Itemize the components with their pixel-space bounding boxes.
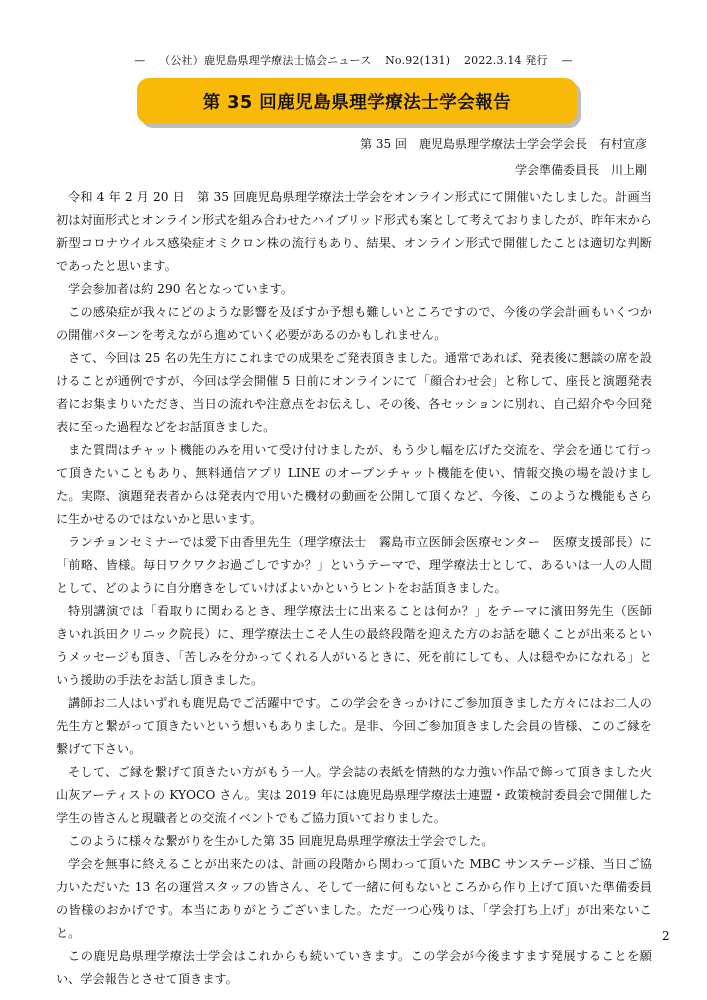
paragraph: 講師お二人はいずれも鹿児島でご活躍中です。この学会をきっかけにご参加頂きました方々にはお二人の先生方と繋がって頂きたいという想いもありました。是非、今回ご参加頂きました会員の皆様、このご縁を繋げて下さい。 xyxy=(56,696,652,756)
paragraph: また質問はチャット機能のみを用いて受け付けましたが、もう少し幅を広げた交流を、学会を通じて行って頂きたいこともあり、無料通信アプリ LINE のオープンチャット機能を使い、情報交換の場を設けました。実際、演題発表者からは発表内で用いた機材の動画を公開して頂くなど、今後、このような機能もさらに生かせるのではないかと思います。 xyxy=(56,443,652,526)
header-dash-left: — xyxy=(134,54,146,67)
paragraph: さて、今回は 25 名の先生方にこれまでの成果をご発表頂きました。通常であれば、発表後に懇談の席を設けることが通例ですが、今回は学会開催 5 日前にオンラインにて「顔合わせ会」と称して、座長と演題発表者にお集まりいただき、当日の流れや注意点をお伝えし、その後、各セッションに別れ、自己紹介や今回発表に至った過程などをお話頂きました。 xyxy=(56,351,652,434)
paragraph: この感染症が我々にどのような影響を及ぼすか予想も難しいところですので、今後の学会計画もいくつかの開催パターンを考えながら進めていく必要があるのかもしれません。 xyxy=(56,305,652,342)
paragraph: 特別講演では「看取りに関わるとき、理学療法士に出来ることは何か？」をテーマに濱田努先生（医師 きいれ浜田クリニック院長）に、理学療法士こそ人生の最終段階を迎えた方のお話を聴くことが出来るというメッセージも頂き、「苦しみを分かってくれる人がいるときに、死を前にしても、人は穏やかになれる」という援助の手法をお話し頂きました。 xyxy=(56,604,665,687)
title-banner xyxy=(137,78,577,124)
paragraph: 学会参加者は約 290 名となっています。 xyxy=(68,282,294,296)
newsletter-header xyxy=(0,52,707,68)
header-issue-date: 2022.3.14 発行 xyxy=(463,54,548,67)
article-body xyxy=(56,186,665,991)
paragraph: そして、ご縁を繋げて頂きたい方がもう一人。学会誌の表紙を情熱的な力強い作品で飾って頂きました火山灰アーティストの KYOCO さん。実は 2019 年には鹿児島県理学療法士連盟・政策検討委員会で開催した学生の皆さんと現職者との交流イベントでもご協力頂いておりました。 xyxy=(56,765,652,825)
author-line-committee: 学会準備委員長 川上剛 xyxy=(514,163,647,177)
paragraph: ランチョンセミナーでは愛下由香里先生（理学療法士 霧島市立医師会医療センター 医療支援部長）に「前略、皆様。毎日ワクワクお過ごしですか？」というテーマで、理学療法士として、あるいは一人の人間として、どのように自分磨きをしていけばよいかというヒントをお話頂きました。 xyxy=(56,535,652,595)
paragraph: 令和 4 年 2 月 20 日 第 35 回鹿児島県理学療法士学会をオンライン形式にて開催いたしました。計画当初は対面形式とオンライン形式を組み合わせたハイブリッド形式も案として考えておりましたが、昨年末から新型コロナウイルス感染症オミクロン株の流行もあり、結果、オンライン形式で開催したことは適切な判断であったと思います。 xyxy=(56,190,652,273)
header-issue-number: No.92(131) xyxy=(385,54,451,67)
paragraph: この鹿児島県理学療法士学会はこれからも続いていきます。この学会が今後ますます発展することを願い、学会報告とさせて頂きます。 xyxy=(56,949,652,986)
header-dash-right: — xyxy=(561,54,573,67)
header-organization: （公社）鹿児島県理学療法士協会ニュース xyxy=(159,54,372,67)
author-line-chair: 第 35 回 鹿児島県理学療法士学会学会長 有村宣彦 xyxy=(360,137,647,151)
article-title: 第 35 回鹿児島県理学療法士学会報告 xyxy=(202,92,512,113)
author-block xyxy=(360,131,647,183)
page-number: 2 xyxy=(662,929,670,943)
paragraph: 学会を無事に終えることが出来たのは、計画の段階から関わって頂いた MBC サンステージ様、当日ご協力いただいた 13 名の運営スタッフの皆さん、そして一緒に何もないところから作り上げて頂いた準備委員の皆様のおかげです。本当にありがとうございました。ただ一つ心残りは、「学会打ち上げ」が出来ないこと。 xyxy=(56,857,652,940)
paragraph: このように様々な繋がりを生かした第 35 回鹿児島県理学療法士学会でした。 xyxy=(68,834,494,848)
